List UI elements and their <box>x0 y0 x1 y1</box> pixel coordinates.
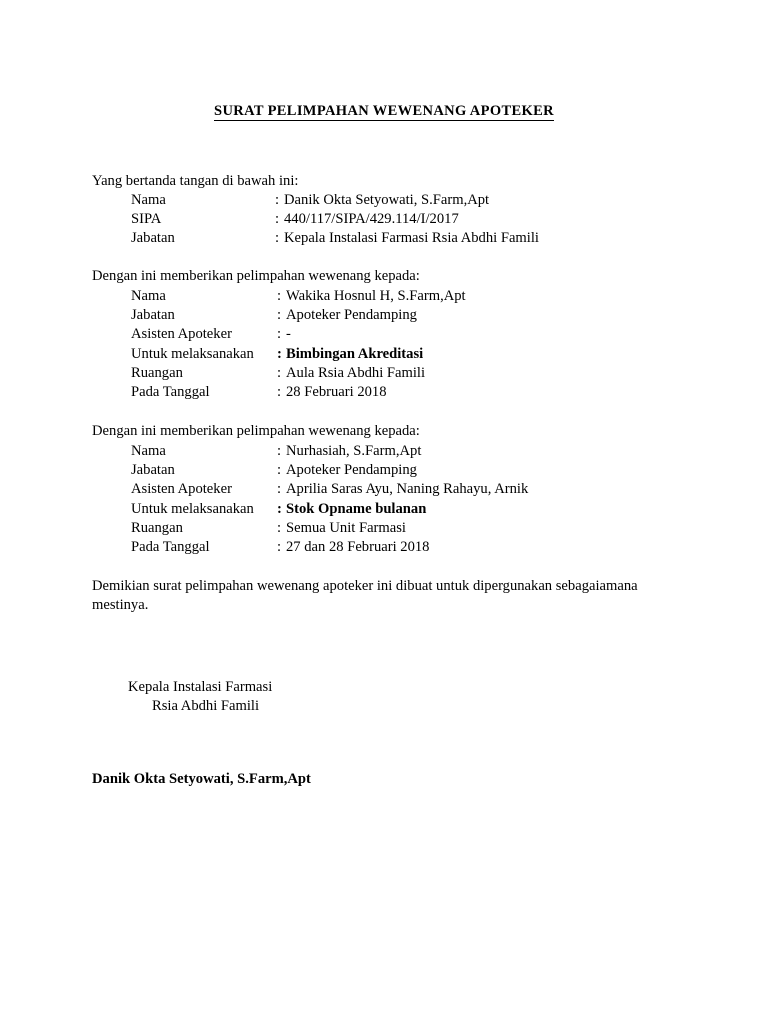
field-value-text: Stok Opname bulanan <box>286 500 427 517</box>
field-block-declarant <box>131 191 539 249</box>
field-value-text: Aula Rsia Abdhi Famili <box>286 364 426 381</box>
field-value <box>277 345 423 364</box>
field-label: Pada Tanggal <box>131 383 210 400</box>
field-label: Ruangan <box>131 519 183 536</box>
field-value-text: - <box>286 326 291 343</box>
field-label: Jabatan <box>131 307 175 324</box>
field-row <box>131 210 539 229</box>
field-value <box>277 461 417 480</box>
signature-name: Danik Okta Setyowati, S.Farm,Apt <box>92 771 311 787</box>
field-row <box>131 325 466 344</box>
signature-role-line-1: Kepala Instalasi Farmasi <box>128 679 273 695</box>
field-colon: : <box>275 192 280 208</box>
intro-text-1: Yang bertanda tangan di bawah ini: <box>92 173 299 189</box>
field-label: Untuk melaksanakan <box>131 500 254 517</box>
field-label: Nama <box>131 288 166 304</box>
field-colon: : <box>277 462 282 479</box>
field-colon: : <box>277 519 282 536</box>
field-colon: : <box>275 230 280 247</box>
field-label: Asisten Apoteker <box>131 326 232 343</box>
field-value <box>277 306 417 325</box>
intro-text-2: Dengan ini memberikan pelimpahan wewenang kepada: <box>92 268 420 284</box>
field-value-text: Bimbingan Akreditasi <box>286 345 424 362</box>
field-row <box>131 287 466 306</box>
field-row <box>131 191 539 210</box>
field-row <box>131 345 466 364</box>
field-value-text: Kepala Instalasi Farmasi Rsia Abdhi Famili <box>284 230 539 247</box>
field-label: Nama <box>131 192 166 208</box>
field-value-text: 27 dan 28 Februari 2018 <box>286 538 430 555</box>
field-value <box>275 210 459 229</box>
field-value-text: Wakika Hosnul H, S.Farm,Apt <box>286 288 466 304</box>
document-title-text: SURAT PELIMPAHAN WEWENANG APOTEKER <box>214 103 554 119</box>
document-title <box>0 103 768 120</box>
closing-paragraph: Demikian surat pelimpahan wewenang apoteker ini dibuat untuk dipergunakan sebagaiamana mestinya. <box>92 578 638 614</box>
field-value <box>275 191 489 210</box>
field-value-text: Apoteker Pendamping <box>286 462 417 479</box>
field-block-delegate-2 <box>131 442 528 557</box>
field-colon: : <box>277 538 282 555</box>
field-colon: : <box>277 443 282 459</box>
field-value <box>277 500 426 519</box>
field-row <box>131 442 528 461</box>
field-colon: : <box>275 211 280 228</box>
field-label: Ruangan <box>131 364 183 381</box>
field-value <box>275 229 539 248</box>
field-colon: : <box>277 364 282 381</box>
field-value <box>277 287 466 306</box>
field-label: Nama <box>131 443 166 459</box>
field-colon: : <box>277 288 282 304</box>
field-value-text: 28 Februari 2018 <box>286 383 387 400</box>
field-value-text: Semua Unit Farmasi <box>286 519 406 536</box>
intro-text-3: Dengan ini memberikan pelimpahan wewenang kepada: <box>92 423 420 439</box>
signature-role-line-2: Rsia Abdhi Famili <box>152 698 260 714</box>
field-value <box>277 383 387 402</box>
field-colon: : <box>277 383 282 400</box>
field-label: Pada Tanggal <box>131 538 210 555</box>
field-row <box>131 519 528 538</box>
field-colon: : <box>277 345 282 362</box>
field-label: Jabatan <box>131 462 175 479</box>
field-colon: : <box>277 326 282 343</box>
field-colon: : <box>277 481 282 498</box>
field-block-delegate-1 <box>131 287 466 402</box>
field-value <box>277 519 406 538</box>
field-label: Jabatan <box>131 230 175 247</box>
field-row <box>131 229 539 248</box>
field-colon: : <box>277 500 282 517</box>
field-value-text: 440/117/SIPA/429.114/I/2017 <box>284 211 459 228</box>
field-row <box>131 480 528 499</box>
field-value <box>277 538 429 557</box>
field-row <box>131 383 466 402</box>
field-label: Untuk melaksanakan <box>131 345 254 362</box>
field-row <box>131 306 466 325</box>
field-value-text: Nurhasiah, S.Farm,Apt <box>286 443 422 459</box>
field-value-text: Apoteker Pendamping <box>286 307 417 324</box>
field-label: Asisten Apoteker <box>131 481 232 498</box>
field-row <box>131 538 528 557</box>
field-value-text: Danik Okta Setyowati, S.Farm,Apt <box>284 192 490 208</box>
field-row <box>131 461 528 480</box>
field-label: SIPA <box>131 211 162 228</box>
field-value-text: Aprilia Saras Ayu, Naning Rahayu, Arnik <box>286 481 529 498</box>
field-colon: : <box>277 307 282 324</box>
field-value <box>277 364 425 383</box>
field-row <box>131 364 466 383</box>
field-value <box>277 480 528 499</box>
field-row <box>131 500 528 519</box>
field-value <box>277 442 421 461</box>
field-value <box>277 325 291 344</box>
